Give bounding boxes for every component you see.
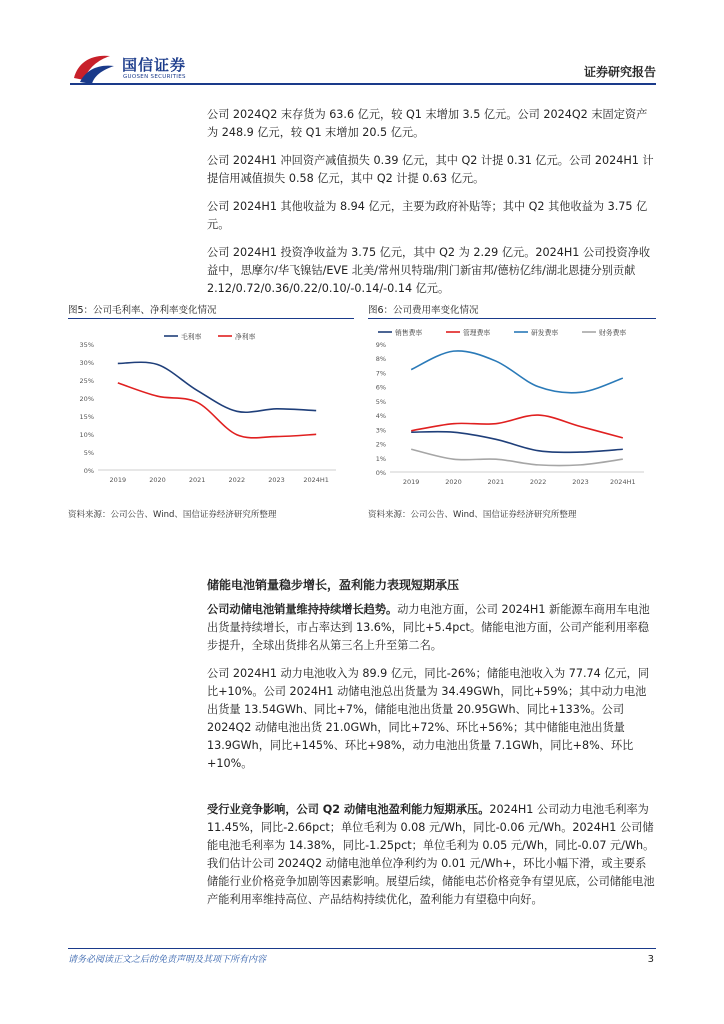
fig5-source: 资料来源：公司公告、Wind、国信证券经济研究所整理 xyxy=(68,510,277,520)
legend-label: 管理费率 xyxy=(463,329,491,337)
header-rule xyxy=(70,83,656,85)
x-tick-label: 2023 xyxy=(268,476,285,484)
y-tick-label: 8% xyxy=(375,355,386,364)
legend-label: 净利率 xyxy=(235,333,256,341)
legend-label: 研发费率 xyxy=(531,329,559,337)
y-tick-label: 35% xyxy=(79,341,94,349)
y-tick-label: 5% xyxy=(375,397,386,406)
intro-paragraph-impairment: 公司 2024H1 冲回资产减值损失 0.39 亿元，其中 Q2 计提 0.31 亿元。公司 2024H1 计提信用减值损失 0.58 亿元，其中 Q2 计提 0.63 亿元。 xyxy=(207,154,654,185)
paragraph-profitability xyxy=(207,801,657,909)
y-tick-label: 6% xyxy=(375,383,386,392)
fig6-rule xyxy=(368,318,656,319)
y-tick-label: 15% xyxy=(79,413,94,421)
x-tick-label: 2019 xyxy=(402,478,420,486)
y-tick-label: 10% xyxy=(79,431,94,439)
fig6-source: 资料来源：公司公告、Wind、国信证券经济研究所整理 xyxy=(368,510,577,520)
y-tick-label: 1% xyxy=(375,454,386,463)
y-tick-label: 3% xyxy=(375,426,386,435)
legend-label: 毛利率 xyxy=(181,333,202,341)
x-tick-label: 2024H1 xyxy=(610,478,636,486)
x-tick-label: 2022 xyxy=(529,478,547,486)
series-line xyxy=(411,415,623,438)
fig5-chart xyxy=(68,322,354,498)
intro-paragraph-investment: 公司 2024H1 投资净收益为 3.75 亿元，其中 Q2 为 2.29 亿元。2024H1 公司投资净收益中，思摩尔/华飞镍钴/EVE 北美/常州贝特瑞/荆门新宙邦/德枋亿纬/湖北恩捷分别贡献 2.12/0.72/0.36/0.22/0.10/-0.14/-0.14 亿元。 xyxy=(207,246,651,295)
logo-mark-icon xyxy=(70,50,116,84)
footer-disclaimer: 请务必阅读正文之后的免责声明及其项下所有内容 xyxy=(68,955,267,965)
x-tick-label: 2022 xyxy=(228,476,246,484)
fig5-rule xyxy=(68,318,354,319)
company-logo xyxy=(70,50,200,86)
x-tick-label: 2021 xyxy=(188,476,206,484)
paragraph-sales-trend xyxy=(207,601,657,655)
y-tick-label: 9% xyxy=(375,341,386,349)
y-tick-label: 5% xyxy=(83,449,94,457)
series-line xyxy=(118,362,316,412)
legend-label: 财务费率 xyxy=(599,329,627,337)
paragraph-sales-trend-lead: 公司动储电池销量维持持续增长趋势。 xyxy=(207,603,398,616)
y-tick-label: 0% xyxy=(83,467,94,475)
legend-label: 销售费率 xyxy=(395,329,423,337)
y-tick-label: 30% xyxy=(79,359,94,367)
intro-paragraph-inventory: 公司 2024Q2 末存货为 63.6 亿元，较 Q1 末增加 3.5 亿元。公司 2024Q2 末固定资产为 248.9 亿元，较 Q1 末增加 20.5 亿元。 xyxy=(207,108,648,139)
logo-text-cn: 国信证券 xyxy=(122,56,187,74)
paragraph-sales-trend-body: 动力电池方面，公司 2024H1 新能源车商用车电池出货量持续增长，市占率达到 13.6%，同比+5.4pct。储能电池方面，公司产能利用率稳步提升，全球出货排名从第三名上升至第二名。 xyxy=(207,603,650,652)
x-tick-label: 2024H1 xyxy=(303,476,329,484)
fig6-title: 图6：公司费用率变化情况 xyxy=(368,305,479,316)
y-tick-label: 25% xyxy=(79,377,94,385)
intro-block xyxy=(207,106,657,298)
logo-text-en: GUOSEN SECURITIES xyxy=(123,74,186,80)
fig6-chart xyxy=(368,322,656,498)
paragraph-revenue-shipments: 公司 2024H1 动力电池收入为 89.9 亿元，同比-26%；储能电池收入为 77.74 亿元，同比+10%。公司 2024H1 动储电池总出货量为 34.49GWh，同比+59%；其中动力电池出货量 13.54GWh、同比+7%，储能电池出货量 20.95GWh、同比+133%。公司 2024Q2 动储电池出货 21.0GWh，同比+72%、环比+56%；其中储能电池出货量 13.9GWh，同比+145%、环比+98%，动力电池出货量 7.1GWh，同比+8%、环比+10%。 xyxy=(207,667,650,770)
series-line xyxy=(411,351,623,393)
footer-rule xyxy=(68,948,656,949)
y-tick-label: 2% xyxy=(375,440,386,449)
x-tick-label: 2020 xyxy=(445,478,462,486)
x-tick-label: 2019 xyxy=(109,476,127,484)
section-heading: 储能电池销量稳步增长，盈利能力表现短期承压 xyxy=(207,578,460,592)
y-tick-label: 7% xyxy=(375,369,386,378)
fig5-title: 图5：公司毛利率、净利率变化情况 xyxy=(68,305,217,316)
y-tick-label: 20% xyxy=(79,395,94,403)
paragraph-profitability-body: 2024H1 公司动力电池毛利率为 11.45%，同比-2.66pct；单位毛利为 0.08 元/Wh，同比-0.06 元/Wh。2024H1 公司储能电池毛利率为 14.38%，同比-1.25pct；单位毛利为 0.05 元/Wh，同比-0.07 元/Wh。我们估计公司 2024Q2 动储电池单位净利约为 0.01 元/Wh+，环比小幅下滑，或主要系储能行业价格竞争加剧等因素影响。展望后续，储能电芯价格竞争有望见底，公司储能电池产能利用率维持高位、产品结构持续优化，盈利能力有望稳中向好。 xyxy=(207,803,655,906)
x-tick-label: 2020 xyxy=(149,476,166,484)
x-tick-label: 2021 xyxy=(487,478,505,486)
x-tick-label: 2023 xyxy=(572,478,589,486)
series-line xyxy=(411,432,623,453)
series-line xyxy=(118,383,316,438)
section-body xyxy=(207,601,657,909)
page-number: 3 xyxy=(647,954,654,965)
y-tick-label: 0% xyxy=(375,469,386,477)
report-type: 证券研究报告 xyxy=(583,65,656,79)
intro-paragraph-other-income: 公司 2024H1 其他收益为 8.94 亿元，主要为政府补贴等；其中 Q2 其他收益为 3.75 亿元。 xyxy=(207,200,648,231)
paragraph-profitability-lead: 受行业竞争影响，公司 Q2 动储电池盈利能力短期承压。 xyxy=(207,803,490,816)
y-tick-label: 4% xyxy=(375,412,386,421)
